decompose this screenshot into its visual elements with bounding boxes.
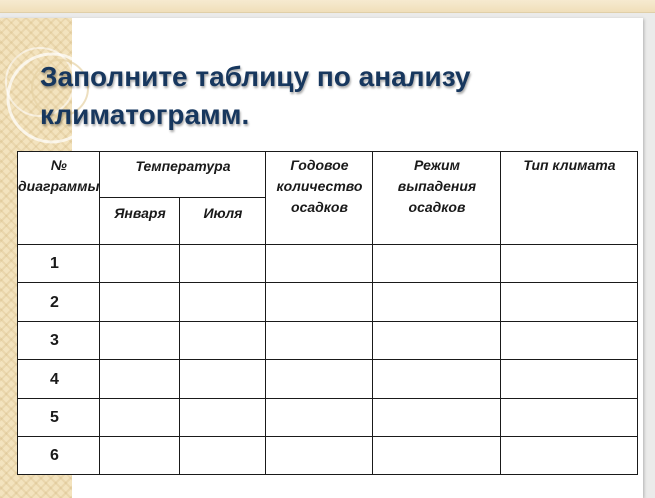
climatogram-table bbox=[17, 151, 638, 475]
cell-july[interactable] bbox=[180, 360, 266, 399]
cell-july[interactable] bbox=[180, 399, 266, 437]
header-january: Января bbox=[100, 198, 180, 245]
cell-climate-type[interactable] bbox=[501, 399, 638, 437]
table-header-row bbox=[18, 152, 638, 198]
row-number: 2 bbox=[18, 283, 100, 322]
cell-precipitation-regime[interactable] bbox=[373, 437, 501, 475]
cell-precipitation-regime[interactable] bbox=[373, 360, 501, 399]
cell-precipitation-regime[interactable] bbox=[373, 322, 501, 360]
row-number: 6 bbox=[18, 437, 100, 475]
cell-climate-type[interactable] bbox=[501, 437, 638, 475]
row-number: 1 bbox=[18, 245, 100, 283]
cell-july[interactable] bbox=[180, 437, 266, 475]
slide bbox=[0, 18, 643, 498]
cell-january[interactable] bbox=[100, 399, 180, 437]
header-diagram-number: № диаграммы bbox=[18, 152, 100, 245]
row-number: 3 bbox=[18, 322, 100, 360]
table-row bbox=[18, 399, 638, 437]
cell-january[interactable] bbox=[100, 245, 180, 283]
cell-climate-type[interactable] bbox=[501, 322, 638, 360]
header-annual-precipitation: Годовое количество осадков bbox=[266, 152, 373, 245]
row-number: 5 bbox=[18, 399, 100, 437]
cell-annual-precipitation[interactable] bbox=[266, 360, 373, 399]
cell-climate-type[interactable] bbox=[501, 245, 638, 283]
cell-january[interactable] bbox=[100, 437, 180, 475]
cell-precipitation-regime[interactable] bbox=[373, 245, 501, 283]
cell-annual-precipitation[interactable] bbox=[266, 322, 373, 360]
cell-annual-precipitation[interactable] bbox=[266, 245, 373, 283]
cell-july[interactable] bbox=[180, 283, 266, 322]
cell-annual-precipitation[interactable] bbox=[266, 399, 373, 437]
top-toolbar-strip bbox=[0, 0, 655, 13]
header-precipitation-regime: Режим выпадения осадков bbox=[373, 152, 501, 245]
cell-precipitation-regime[interactable] bbox=[373, 283, 501, 322]
cell-january[interactable] bbox=[100, 322, 180, 360]
cell-precipitation-regime[interactable] bbox=[373, 399, 501, 437]
header-climate-type: Тип климата bbox=[501, 152, 638, 245]
table-row bbox=[18, 437, 638, 475]
cell-annual-precipitation[interactable] bbox=[266, 283, 373, 322]
cell-july[interactable] bbox=[180, 245, 266, 283]
header-temperature: Температура bbox=[100, 152, 266, 198]
cell-climate-type[interactable] bbox=[501, 360, 638, 399]
cell-january[interactable] bbox=[100, 360, 180, 399]
table-row bbox=[18, 322, 638, 360]
table-row bbox=[18, 360, 638, 399]
cell-climate-type[interactable] bbox=[501, 283, 638, 322]
table-row bbox=[18, 245, 638, 283]
cell-january[interactable] bbox=[100, 283, 180, 322]
table-row bbox=[18, 283, 638, 322]
cell-july[interactable] bbox=[180, 322, 266, 360]
cell-annual-precipitation[interactable] bbox=[266, 437, 373, 475]
slide-title: Заполните таблицу по анализу климатограмм. bbox=[40, 61, 471, 130]
header-july: Июля bbox=[180, 198, 266, 245]
row-number: 4 bbox=[18, 360, 100, 399]
